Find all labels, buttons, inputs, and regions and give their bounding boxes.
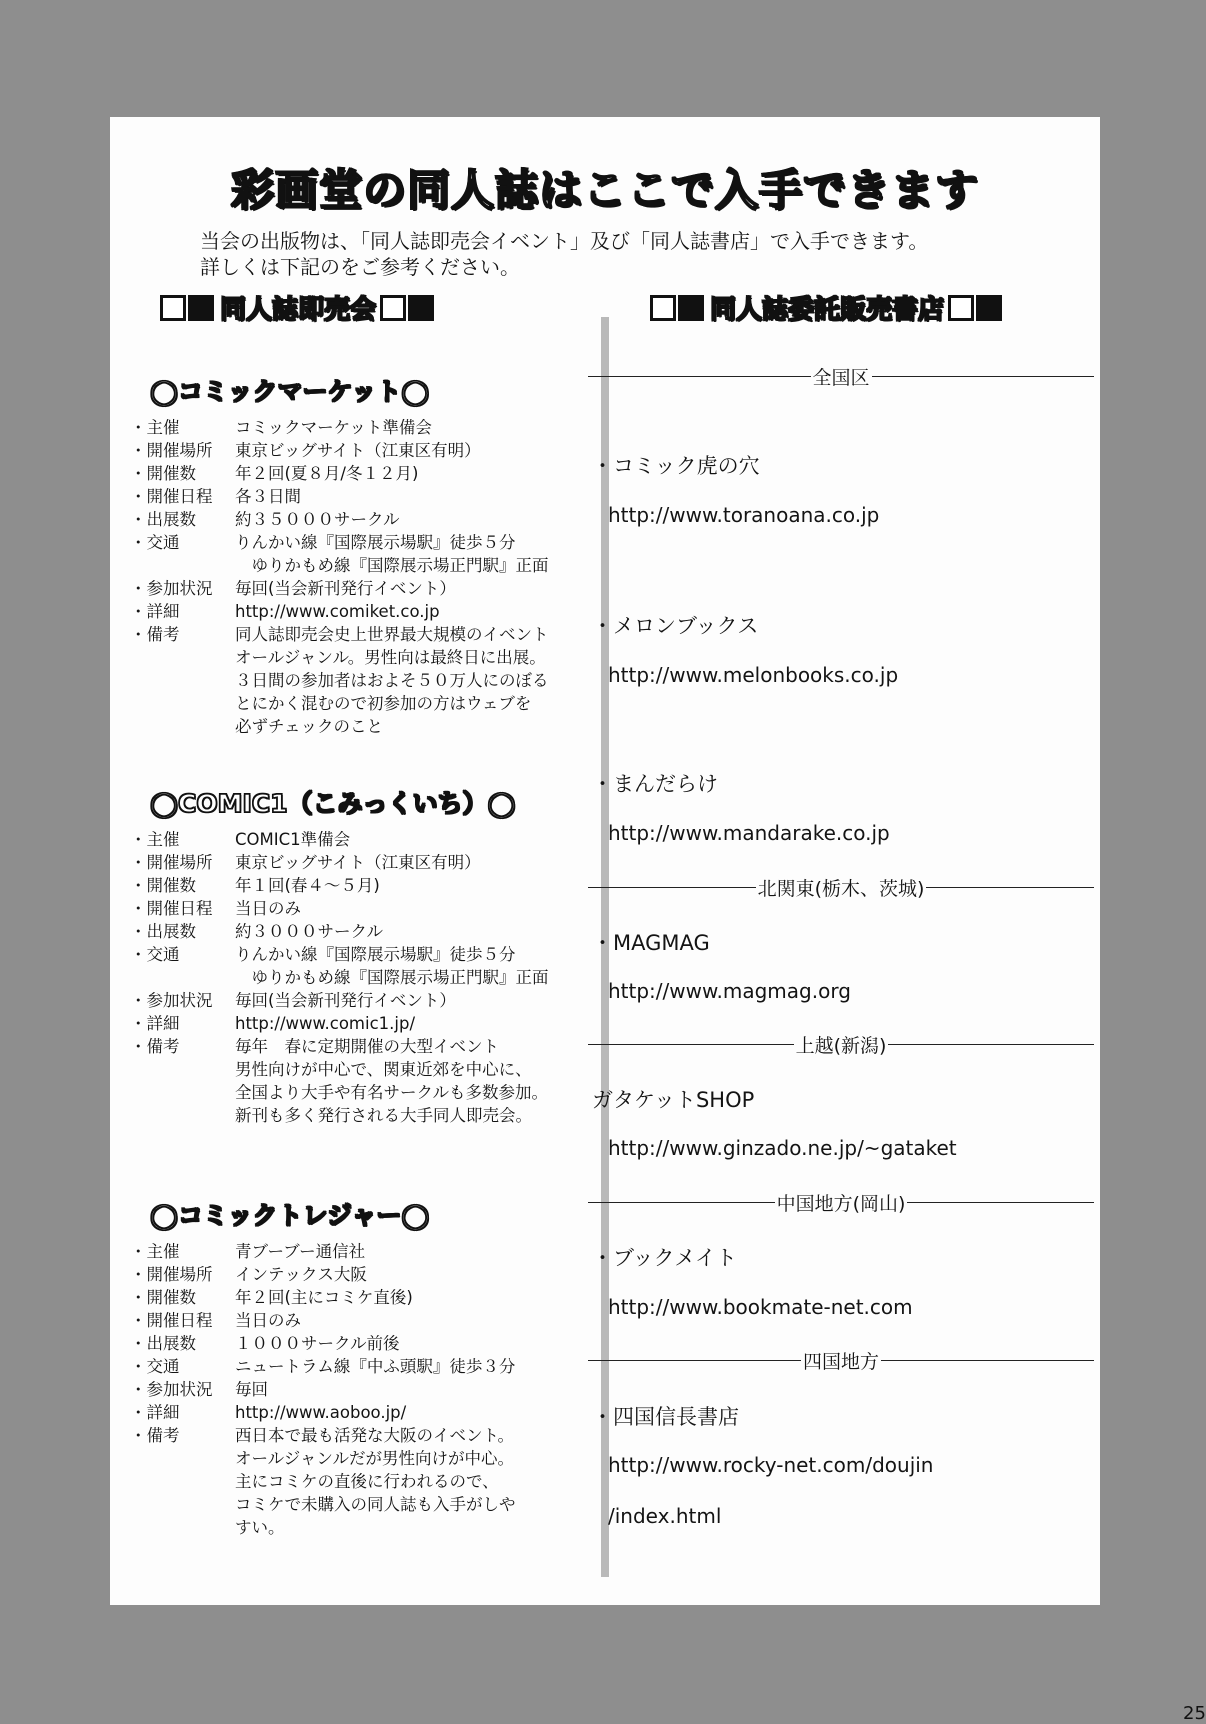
square-filled-icon (408, 295, 434, 321)
shop-url: http://www.rocky-net.com/doujin (608, 1453, 934, 1477)
shop-name: ・ブックメイト (592, 1246, 737, 1270)
row-value (235, 1309, 580, 1332)
row-value (235, 943, 580, 989)
row-value (235, 462, 580, 485)
row-label: ・開催場所 (130, 441, 213, 460)
event-row (130, 1424, 580, 1539)
row-value (235, 1012, 580, 1035)
row-value-line: 東京ビッグサイト（江東区有明） (235, 853, 481, 872)
row-value-line: 主にコミケの直後に行われるので、 (235, 1472, 499, 1491)
square-filled-icon (188, 295, 214, 321)
row-label: ・開催数 (130, 464, 196, 483)
row-value-line: ゆりかもめ線『国際展示場正門駅』正面 (235, 968, 549, 987)
event-row (130, 600, 580, 623)
row-label: ・備考 (130, 1426, 180, 1445)
row-value-line: 西日本で最も活発な大阪のイベント。 (235, 1426, 515, 1445)
event-comic1 (130, 787, 580, 1127)
page-number: 25 (1183, 1703, 1206, 1724)
event-row (130, 508, 580, 531)
row-value-line: 東京ビッグサイト（江東区有明） (235, 441, 481, 460)
region-name: 北関東(栃木、茨城) (757, 878, 925, 900)
event-row (130, 1378, 580, 1401)
event-row (130, 1401, 580, 1424)
row-value (235, 485, 580, 508)
row-value (235, 1401, 580, 1424)
square-outline-icon (650, 295, 676, 321)
row-value-line: オールジャンル。男性向は最終日に出展。 (235, 648, 546, 667)
event-comic-treasure (130, 1199, 580, 1539)
row-value-line: 年２回(主にコミケ直後) (235, 1288, 413, 1307)
row-value-line: １０００サークル前後 (235, 1334, 400, 1353)
region-name: 四国地方 (803, 1351, 880, 1373)
event-url: http://www.comiket.co.jp (235, 602, 440, 621)
row-value (235, 600, 580, 623)
row-label: ・主催 (130, 1242, 180, 1261)
row-value-line: コミックマーケット準備会 (235, 418, 432, 437)
row-value-line: 毎回(当会新刊発行イベント） (235, 991, 456, 1010)
row-value (235, 1424, 580, 1539)
event-row (130, 828, 580, 851)
event-row (130, 897, 580, 920)
event-row (130, 623, 580, 738)
square-filled-icon (976, 295, 1002, 321)
row-label: ・詳細 (130, 1403, 180, 1422)
shop-url: http://www.melonbooks.co.jp (608, 663, 899, 687)
row-value-line: 当日のみ (235, 1311, 301, 1330)
region-name: 全国区 (812, 367, 870, 389)
row-label: ・備考 (130, 1037, 180, 1056)
row-label: ・詳細 (130, 602, 180, 621)
event-title: ◯COMIC1（こみっくいち）◯ (150, 789, 516, 818)
row-value (235, 897, 580, 920)
row-value-line: 毎回 (235, 1380, 268, 1399)
event-row (130, 1286, 580, 1309)
row-value (235, 851, 580, 874)
region-heading (588, 1189, 1094, 1216)
row-label: ・開催日程 (130, 899, 213, 918)
row-value-line: 年２回(夏８月/冬１２月) (235, 464, 419, 483)
row-value-line: ３日間の参加者はおよそ５０万人にのぼる (235, 671, 549, 690)
row-value-line: ゆりかもめ線『国際展示場正門駅』正面 (235, 556, 549, 575)
row-label: ・開催数 (130, 876, 196, 895)
row-value (235, 828, 580, 851)
region-name: 中国地方(岡山) (776, 1193, 906, 1215)
row-label: ・主催 (130, 418, 180, 437)
row-value-line: 青ブーブー通信社 (235, 1242, 366, 1261)
event-url: http://www.comic1.jp/ (235, 1014, 416, 1033)
row-label: ・開催場所 (130, 1265, 213, 1284)
row-value (235, 1355, 580, 1378)
left-header-label: 同人誌即売会 (220, 295, 377, 325)
row-label: ・開催数 (130, 1288, 196, 1307)
row-value-line: 毎年 春に定期開催の大型イベント (235, 1037, 499, 1056)
region-heading (588, 874, 1094, 901)
row-label: ・開催場所 (130, 853, 213, 872)
row-label: ・備考 (130, 625, 180, 644)
row-value-line: 男性向けが中心で、関東近郊を中心に、 (235, 1060, 532, 1079)
square-outline-icon (160, 295, 186, 321)
row-value (235, 1286, 580, 1309)
row-value-line: オールジャンルだが男性向けが中心。 (235, 1449, 515, 1468)
event-row (130, 851, 580, 874)
row-value (235, 439, 580, 462)
row-value-line: 各３日間 (235, 487, 301, 506)
event-title: ◯コミックマーケット◯ (150, 377, 430, 406)
shop-name: ・四国信長書店 (592, 1405, 739, 1429)
row-value-line: 新刊も多く発行される大手同人即売会。 (235, 1106, 532, 1125)
shop-url: http://www.ginzado.ne.jp/~gataket (608, 1136, 957, 1160)
event-row (130, 989, 580, 1012)
row-label: ・参加状況 (130, 991, 213, 1010)
row-value-line: コミケで未購入の同人誌も入手がしや (235, 1495, 516, 1514)
row-label: ・主催 (130, 830, 180, 849)
shop-url: http://www.toranoana.co.jp (608, 503, 880, 527)
row-value (235, 623, 580, 738)
row-value-line: とにかく混むので初参加の方はウェブを (235, 694, 532, 713)
event-row (130, 462, 580, 485)
row-value (235, 1332, 580, 1355)
row-value-line: 当日のみ (235, 899, 301, 918)
row-value (235, 1035, 580, 1127)
row-label: ・交通 (130, 945, 180, 964)
event-row (130, 874, 580, 897)
shop-url: http://www.bookmate-net.com (608, 1295, 913, 1319)
event-title: ◯コミックトレジャー◯ (150, 1201, 430, 1230)
intro-text (200, 228, 1060, 280)
event-row (130, 1240, 580, 1263)
shop-url: http://www.magmag.org (608, 979, 851, 1003)
row-value-line: 毎回(当会新刊発行イベント） (235, 579, 456, 598)
right-header-label: 同人誌委託販売書店 (710, 295, 945, 325)
row-value-line: 全国より大手や有名サークルも多数参加。 (235, 1083, 549, 1102)
row-label: ・参加状況 (130, 579, 213, 598)
event-row (130, 1035, 580, 1127)
row-value (235, 1240, 580, 1263)
intro-line: 詳しくは下記のをご参考ください。 (200, 255, 520, 279)
row-value-line: COMIC1準備会 (235, 830, 351, 849)
row-value (235, 920, 580, 943)
event-row (130, 920, 580, 943)
event-row (130, 1355, 580, 1378)
row-value-line: りんかい線『国際展示場駅』徒歩５分 (235, 945, 516, 964)
row-value-line: りんかい線『国際展示場駅』徒歩５分 (235, 533, 516, 552)
square-filled-icon (678, 295, 704, 321)
event-comiket (130, 375, 580, 738)
row-value (235, 577, 580, 600)
shop-name: ガタケットSHOP (592, 1088, 755, 1112)
event-row (130, 485, 580, 508)
row-label: ・交通 (130, 1357, 180, 1376)
row-label: ・出展数 (130, 510, 196, 529)
event-row (130, 1263, 580, 1286)
row-value-line: 約３０００サークル (235, 922, 384, 941)
row-value (235, 874, 580, 897)
row-label: ・出展数 (130, 1334, 196, 1353)
row-value-line: ニュートラム線『中ふ頭駅』徒歩３分 (235, 1357, 516, 1376)
right-column-header (650, 289, 1004, 326)
shop-name: ・メロンブックス (592, 614, 759, 638)
event-row (130, 1309, 580, 1332)
row-label: ・開催日程 (130, 1311, 213, 1330)
shop-url-continued: /index.html (608, 1504, 722, 1528)
shop-url: http://www.mandarake.co.jp (608, 821, 890, 845)
row-value-line: 年１回(春４～５月) (235, 876, 380, 895)
row-value-line: 同人誌即売会史上世界最大規模のイベント (235, 625, 549, 644)
row-label: ・参加状況 (130, 1380, 213, 1399)
row-value (235, 1378, 580, 1401)
event-row (130, 439, 580, 462)
row-label: ・詳細 (130, 1014, 180, 1033)
document-page (110, 117, 1100, 1605)
event-row (130, 577, 580, 600)
row-label: ・出展数 (130, 922, 196, 941)
region-name: 上越(新潟) (795, 1035, 887, 1057)
shop-name: ・コミック虎の穴 (592, 454, 760, 478)
region-heading (588, 363, 1094, 390)
left-column-header (160, 289, 436, 326)
event-row (130, 943, 580, 989)
event-row (130, 1012, 580, 1035)
row-label: ・交通 (130, 533, 180, 552)
row-value (235, 989, 580, 1012)
event-url: http://www.aoboo.jp/ (235, 1403, 407, 1422)
shop-name: ・MAGMAG (592, 931, 710, 955)
row-value-line: すい。 (235, 1518, 285, 1537)
region-heading (588, 1031, 1094, 1058)
row-value (235, 508, 580, 531)
row-value-line: 必ずチェックのこと (235, 717, 384, 736)
row-value (235, 531, 580, 577)
row-value-line: インテックス大阪 (235, 1265, 367, 1284)
event-row (130, 531, 580, 577)
square-outline-icon (380, 295, 406, 321)
event-row (130, 416, 580, 439)
row-label: ・開催日程 (130, 487, 213, 506)
row-value-line: 約３５０００サークル (235, 510, 400, 529)
shop-name: ・まんだらけ (592, 772, 718, 796)
page-title: 彩画堂の同人誌はここで入手できます (231, 166, 979, 216)
row-value (235, 416, 580, 439)
intro-line: 当会の出版物は、「同人誌即売会イベント」及び「同人誌書店」で入手できます。 (200, 229, 929, 253)
row-value (235, 1263, 580, 1286)
event-row (130, 1332, 580, 1355)
square-outline-icon (948, 295, 974, 321)
region-heading (588, 1347, 1094, 1374)
